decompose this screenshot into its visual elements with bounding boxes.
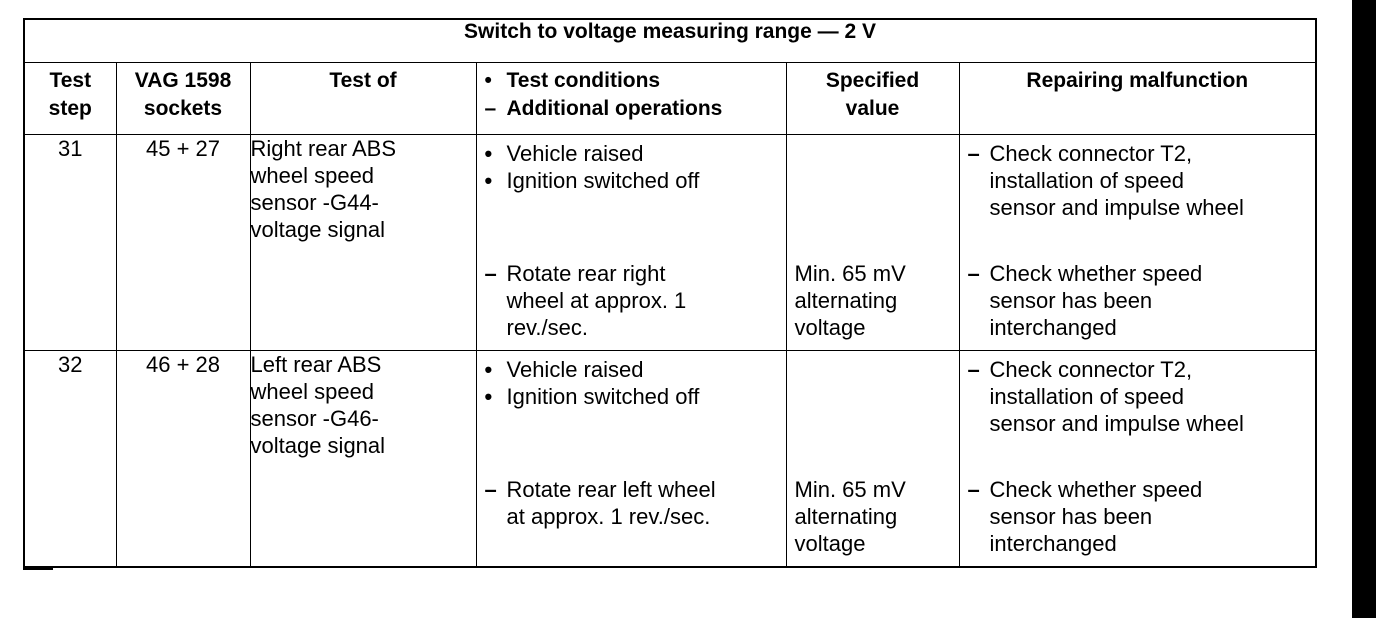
repair-item bbox=[968, 140, 1312, 221]
repair-line: sensor has been bbox=[989, 288, 1153, 313]
test-of-line: Right rear ABS bbox=[250, 136, 397, 161]
bullet-icon: • bbox=[484, 69, 492, 92]
dash-icon: – bbox=[967, 141, 980, 166]
header-test-step bbox=[24, 63, 116, 135]
specified-value-cell bbox=[786, 351, 959, 568]
repair-line: sensor and impulse wheel bbox=[989, 411, 1244, 436]
test-of-line: sensor -G46- bbox=[250, 406, 379, 431]
specified-line: voltage bbox=[794, 531, 866, 556]
test-of-line: voltage signal bbox=[250, 433, 386, 458]
condition-line: Rotate rear left wheel bbox=[506, 477, 716, 502]
condition-line: rev./sec. bbox=[506, 315, 589, 340]
repair-text bbox=[990, 140, 1312, 221]
conditions-block bbox=[477, 351, 786, 471]
condition-item bbox=[485, 383, 782, 410]
condition-line: Rotate rear right bbox=[506, 261, 666, 286]
condition-text bbox=[507, 476, 782, 530]
bullet-icon: • bbox=[484, 141, 493, 166]
specified-block bbox=[787, 255, 959, 350]
sockets-cell: 45 + 27 bbox=[116, 135, 250, 351]
condition-text: Vehicle raised bbox=[506, 141, 644, 166]
scan-edge-bar bbox=[1352, 0, 1376, 618]
header-sockets bbox=[116, 63, 250, 135]
repairing-cell bbox=[959, 135, 1316, 351]
conditions-block bbox=[477, 255, 786, 350]
conditions-cell bbox=[476, 351, 786, 568]
condition-item bbox=[485, 260, 782, 341]
header-test-step-line1: Test bbox=[49, 69, 92, 92]
test-of-cell bbox=[250, 135, 476, 351]
repair-line: installation of speed bbox=[989, 168, 1184, 193]
repair-text bbox=[990, 356, 1312, 437]
table-banner: Switch to voltage measuring range — 2 V bbox=[24, 19, 1316, 63]
specified-line: alternating bbox=[794, 288, 898, 313]
repair-text bbox=[990, 260, 1312, 341]
conditions-block bbox=[477, 471, 786, 566]
header-row bbox=[24, 63, 1316, 135]
test-of-cell bbox=[250, 351, 476, 568]
repair-line: sensor and impulse wheel bbox=[989, 195, 1244, 220]
condition-item bbox=[485, 356, 782, 383]
header-specified-value bbox=[786, 63, 959, 135]
test-of-line: wheel speed bbox=[250, 379, 375, 404]
table-row bbox=[24, 351, 1316, 568]
condition-text: Ignition switched off bbox=[506, 168, 700, 193]
condition-item bbox=[485, 476, 782, 530]
sockets-cell: 46 + 28 bbox=[116, 351, 250, 568]
header-repairing: Repairing malfunction bbox=[959, 63, 1316, 135]
header-conditions-line2 bbox=[485, 95, 786, 123]
repair-line: Check whether speed bbox=[989, 477, 1203, 502]
dash-icon: – bbox=[484, 477, 497, 502]
header-sockets-line2: sockets bbox=[143, 97, 223, 120]
repair-line: interchanged bbox=[989, 315, 1117, 340]
test-step-cell: 32 bbox=[24, 351, 116, 568]
repair-block bbox=[960, 255, 1316, 350]
specified-value-cell bbox=[786, 135, 959, 351]
repair-block bbox=[960, 351, 1316, 471]
repair-line: interchanged bbox=[989, 531, 1117, 556]
header-conditions-text2: Additional operations bbox=[506, 97, 723, 120]
repair-block bbox=[960, 471, 1316, 566]
header-conditions bbox=[476, 63, 786, 135]
specified-line: voltage bbox=[794, 315, 866, 340]
condition-text: Vehicle raised bbox=[506, 357, 644, 382]
test-of-line: sensor -G44- bbox=[250, 190, 379, 215]
condition-text: Ignition switched off bbox=[506, 384, 700, 409]
header-conditions-line1 bbox=[485, 67, 786, 95]
repair-block bbox=[960, 135, 1316, 255]
specified-line: alternating bbox=[794, 504, 898, 529]
bullet-icon: • bbox=[484, 384, 493, 409]
repair-item bbox=[968, 356, 1312, 437]
scan-mark bbox=[23, 568, 53, 570]
dash-icon: – bbox=[484, 97, 497, 120]
table-body bbox=[24, 135, 1316, 568]
table-row bbox=[24, 135, 1316, 351]
test-of-line: voltage signal bbox=[250, 217, 386, 242]
bullet-icon: • bbox=[484, 168, 493, 193]
condition-line: wheel at approx. 1 bbox=[506, 288, 687, 313]
repair-line: Check connector T2, bbox=[989, 357, 1193, 382]
repair-item bbox=[968, 476, 1312, 557]
conditions-block bbox=[477, 135, 786, 255]
dash-icon: – bbox=[967, 477, 980, 502]
dash-icon: – bbox=[967, 357, 980, 382]
header-specified-line2: value bbox=[845, 97, 900, 120]
repair-item bbox=[968, 260, 1312, 341]
conditions-cell bbox=[476, 135, 786, 351]
repair-line: Check whether speed bbox=[989, 261, 1203, 286]
specified-line: Min. 65 mV bbox=[794, 261, 906, 286]
repair-line: installation of speed bbox=[989, 384, 1184, 409]
specified-block bbox=[787, 135, 959, 255]
header-sockets-line1: VAG 1598 bbox=[134, 69, 232, 92]
header-test-step-line2: step bbox=[48, 97, 92, 120]
specified-block bbox=[787, 351, 959, 471]
condition-line: at approx. 1 rev./sec. bbox=[506, 504, 711, 529]
specified-block bbox=[787, 471, 959, 566]
dash-icon: – bbox=[484, 261, 497, 286]
specified-line: Min. 65 mV bbox=[794, 477, 906, 502]
condition-item bbox=[485, 140, 782, 167]
condition-item bbox=[485, 167, 782, 194]
repairing-cell bbox=[959, 351, 1316, 568]
header-conditions-text1: Test conditions bbox=[506, 69, 661, 92]
repair-text bbox=[990, 476, 1312, 557]
condition-text bbox=[507, 260, 782, 341]
test-of-line: wheel speed bbox=[250, 163, 375, 188]
repair-line: sensor has been bbox=[989, 504, 1153, 529]
test-of-line: Left rear ABS bbox=[250, 352, 382, 377]
header-test-of: Test of bbox=[250, 63, 476, 135]
bullet-icon: • bbox=[484, 357, 493, 382]
header-specified-line1: Specified bbox=[825, 69, 920, 92]
dash-icon: – bbox=[967, 261, 980, 286]
test-step-cell: 31 bbox=[24, 135, 116, 351]
repair-line: Check connector T2, bbox=[989, 141, 1193, 166]
test-procedure-table bbox=[23, 18, 1317, 568]
